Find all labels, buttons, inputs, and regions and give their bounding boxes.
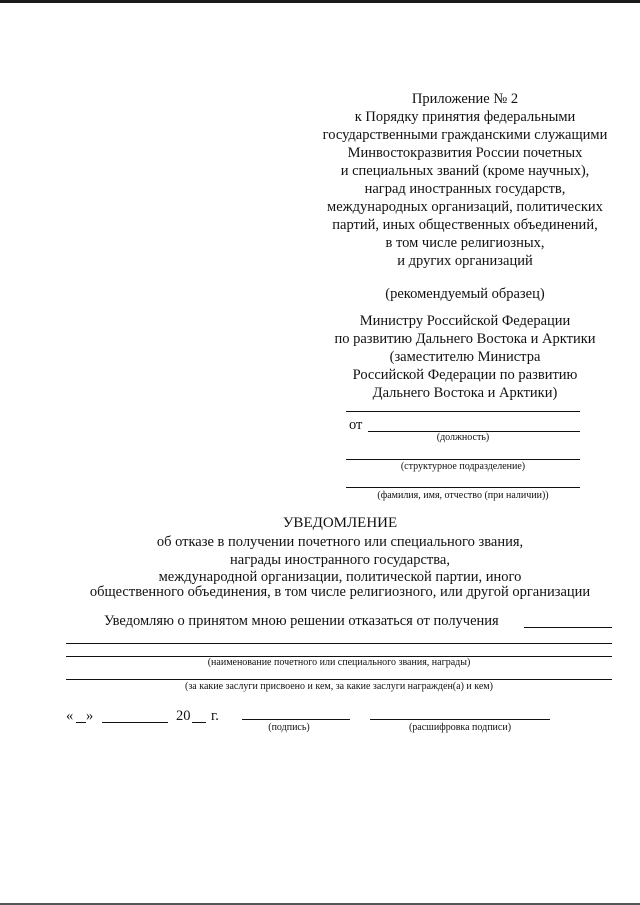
day-field[interactable] [76,722,86,723]
year-prefix: 20 [176,708,191,724]
year-field[interactable] [192,722,206,723]
addressee-line-1: Министру Российской Федерации [359,313,571,329]
department-field[interactable] [346,459,580,460]
appendix-title: Приложение № 2 [411,91,519,107]
notice-subtitle-2: награды иностранного государства, [230,552,450,568]
date-quote-open: « [66,708,74,724]
month-field[interactable] [102,722,168,723]
award-field-line-1[interactable] [66,643,612,644]
addressee-line-4: Российской Федерации по развитию [352,367,578,383]
department-hint: (структурное подразделение) [400,461,526,472]
signature-hint: (подпись) [268,722,310,733]
signature-field[interactable] [242,719,350,720]
notice-subtitle-1: об отказе в получении почетного или специального звания, [156,534,524,550]
body-text-field[interactable] [524,627,612,628]
merit-hint: (за какие заслуги присвоено и кем, за какие заслуги награжден(а) и кем) [185,681,493,692]
appendix-line-4: и специальных званий (кроме научных), [340,163,590,179]
date-quote-close: » [86,708,94,724]
merit-field-line[interactable] [66,679,612,680]
full-name-field[interactable] [346,487,580,488]
signature-decode-hint: (расшифровка подписи) [408,722,512,733]
notice-subtitle-4: общественного объединения, в том числе религиозного, или другой организации [89,584,591,600]
appendix-line-6: международных организаций, политических [327,199,603,215]
sample-note: (рекомендуемый образец) [385,286,545,302]
notice-subtitle-3: международной организации, политической партии, иного [158,569,522,585]
appendix-line-9: и других организаций [397,253,533,269]
full-name-hint: (фамилия, имя, отчество (при наличии)) [377,490,549,501]
from-label: от [349,417,363,433]
appendix-line-8: в том числе религиозных, [385,235,545,251]
signature-decode-field[interactable] [370,719,550,720]
body-text: Уведомляю о принятом мною решении отказаться от получения [104,613,499,629]
appendix-line-7: партий, иных общественных объединений, [332,217,598,233]
appendix-line-5: наград иностранных государств, [364,181,566,197]
appendix-line-1: к Порядку принятия федеральными [354,109,576,125]
position-hint: (должность) [436,432,490,443]
addressee-blank-line[interactable] [346,411,580,412]
appendix-line-2: государственными гражданскими служащими [322,127,608,143]
addressee-line-5: Дальнего Востока и Арктики) [372,385,558,401]
page-top-edge [0,0,640,3]
addressee-line-2: по развитию Дальнего Востока и Арктики [334,331,596,347]
notice-title: УВЕДОМЛЕНИЕ [282,515,398,531]
addressee-line-3: (заместителю Министра [389,349,541,365]
award-title-hint: (наименование почетного или специального звания, награды) [207,657,471,668]
appendix-line-3: Минвостокразвития России почетных [347,145,583,161]
year-suffix: г. [211,708,219,724]
